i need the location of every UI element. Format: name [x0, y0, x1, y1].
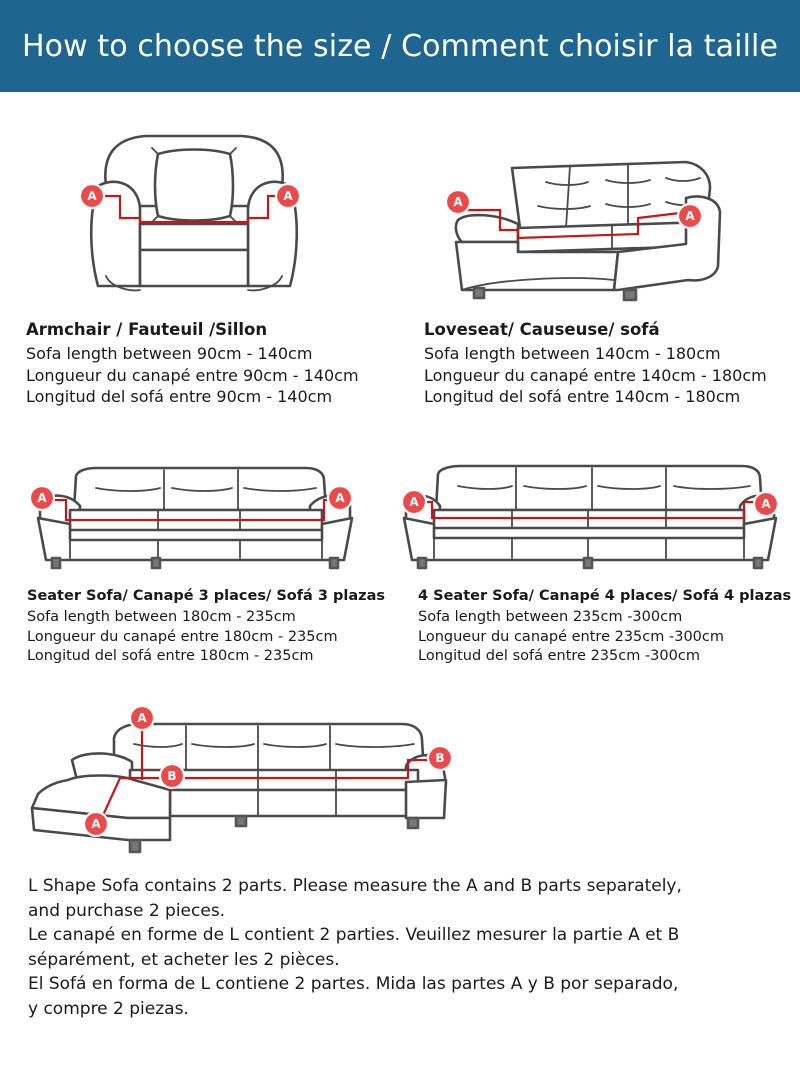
l-shape-line-fr-2: séparément, et acheter les 2 pièces. — [28, 949, 340, 970]
l-shape-line-es-2: y compre 2 piezas. — [28, 998, 189, 1019]
armchair-info — [26, 320, 359, 408]
marker-a-right — [754, 492, 778, 516]
svg-text:A: A — [335, 491, 345, 505]
marker-a-left — [402, 490, 426, 514]
l-shape-line-en-2: and purchase 2 pieces. — [28, 900, 226, 921]
three-seater-illustration — [26, 462, 364, 572]
svg-text:A: A — [91, 817, 101, 831]
svg-text:B: B — [167, 769, 177, 783]
armchair-illustration — [76, 126, 312, 300]
l-shape-line-es-1: El Sofá en forma de L contiene 2 partes. Mida las partes A y B por separado, — [28, 974, 679, 994]
svg-text:B: B — [435, 751, 445, 765]
armchair-line-es: Longitud del sofá entre 90cm - 140cm — [26, 387, 333, 406]
armchair-line-en: Sofa length between 90cm - 140cm — [26, 344, 313, 363]
svg-text:A: A — [37, 491, 47, 505]
three-seater-title: Seater Sofa/ Canapé 3 places/ Sofá 3 plazas — [27, 588, 386, 604]
loveseat-line-es: Longitud del sofá entre 140cm - 180cm — [424, 387, 741, 406]
loveseat-illustration — [438, 158, 726, 304]
svg-text:A: A — [87, 189, 97, 203]
marker-a-top — [130, 706, 154, 730]
marker-a-right — [328, 486, 352, 510]
four-seater-info — [418, 588, 791, 667]
armchair-line-fr: Longueur du canapé entre 90cm - 140cm — [26, 365, 359, 385]
marker-a-left — [80, 184, 104, 208]
svg-text:A: A — [685, 209, 695, 223]
marker-a-left — [30, 486, 54, 510]
loveseat-title: Loveseat/ Causeuse/ sofá — [424, 320, 660, 339]
svg-text:A: A — [283, 189, 293, 203]
l-shape-line-en-1: L Shape Sofa contains 2 parts. Please measure the A and B parts separately, — [28, 876, 682, 896]
l-shape-info — [28, 874, 788, 1021]
four-seater-line-es: Longitud del sofá entre 235cm -300cm — [418, 648, 700, 664]
four-seater-line-en: Sofa length between 235cm -300cm — [418, 609, 683, 625]
four-seater-illustration — [398, 462, 782, 572]
page-header — [0, 0, 800, 92]
armchair-title: Armchair / Fauteuil /Sillon — [26, 320, 268, 339]
marker-a-right — [678, 204, 702, 228]
svg-text:A: A — [137, 711, 147, 725]
marker-a-right — [276, 184, 300, 208]
marker-a-bottom — [84, 812, 108, 836]
three-seater-line-es: Longitud del sofá entre 180cm - 235cm — [27, 648, 314, 664]
loveseat-line-fr: Longueur du canapé entre 140cm - 180cm — [424, 365, 767, 385]
svg-text:A: A — [761, 497, 771, 511]
loveseat-info — [424, 320, 767, 408]
marker-b-right — [428, 746, 452, 770]
svg-text:A: A — [409, 495, 419, 509]
four-seater-title: 4 Seater Sofa/ Canapé 4 places/ Sofá 4 plazas — [418, 588, 792, 604]
l-shape-line-fr-1: Le canapé en forme de L contient 2 parties. Veuillez mesurer la partie A et B — [28, 925, 680, 945]
three-seater-line-en: Sofa length between 180cm - 235cm — [27, 609, 296, 625]
svg-text:A: A — [453, 195, 463, 209]
three-seater-info — [27, 588, 385, 667]
l-shape-sofa-illustration — [22, 700, 468, 860]
page-title: How to choose the size / Comment choisir la taille — [21, 28, 778, 64]
marker-a-left — [446, 190, 470, 214]
four-seater-line-fr: Longueur du canapé entre 235cm -300cm — [418, 628, 724, 645]
marker-b-left — [160, 764, 184, 788]
loveseat-line-en: Sofa length between 140cm - 180cm — [424, 344, 721, 363]
three-seater-line-fr: Longueur du canapé entre 180cm - 235cm — [27, 628, 338, 645]
